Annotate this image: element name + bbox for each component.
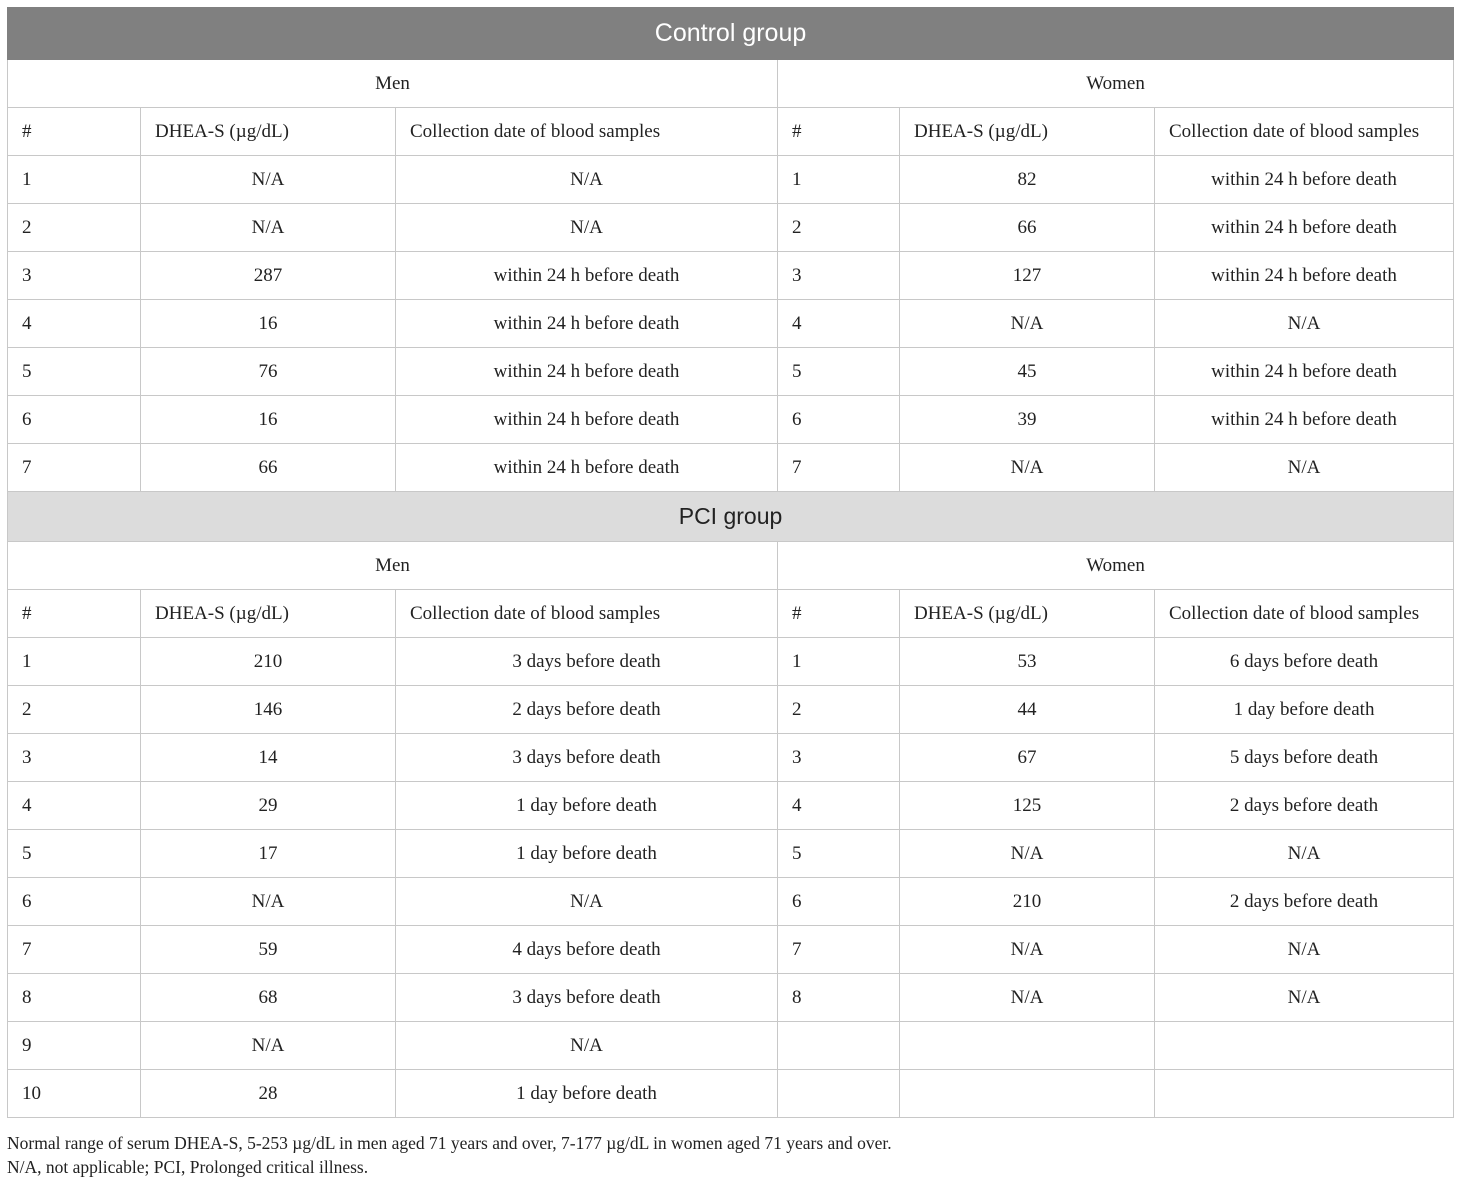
pci-women-dhea-cell: 67 [900, 734, 1155, 782]
pci-women-collection-cell: 6 days before death [1155, 638, 1454, 686]
table-row [8, 252, 1454, 300]
control-women-index-cell: 4 [778, 300, 900, 348]
table-row [8, 1070, 1454, 1118]
pci-men-dhea-cell: 29 [141, 782, 396, 830]
control-men-collection-cell: within 24 h before death [396, 252, 778, 300]
pci-women-index-cell: 6 [778, 878, 900, 926]
table-row [8, 878, 1454, 926]
pci-men-index-cell: 6 [8, 878, 141, 926]
pci-women-index-cell [778, 1070, 900, 1118]
control-men-collection-cell: within 24 h before death [396, 300, 778, 348]
control-group-title: Control group [8, 8, 1454, 60]
control-women-dhea-header: DHEA-S (µg/dL) [900, 108, 1155, 156]
pci-women-dhea-cell: 125 [900, 782, 1155, 830]
control-sex-header-row [8, 60, 1454, 108]
control-men-collection-cell: N/A [396, 156, 778, 204]
control-women-collection-header: Collection date of blood samples [1155, 108, 1454, 156]
table-row [8, 830, 1454, 878]
pci-women-index-cell: 1 [778, 638, 900, 686]
pci-women-collection-cell: N/A [1155, 830, 1454, 878]
control-women-index-cell: 3 [778, 252, 900, 300]
control-women-collection-cell: within 24 h before death [1155, 204, 1454, 252]
pci-men-index-cell: 2 [8, 686, 141, 734]
control-men-collection-header: Collection date of blood samples [396, 108, 778, 156]
footnote-abbreviations: N/A, not applicable; PCI, Prolonged critical illness. [7, 1157, 369, 1177]
control-women-index-cell: 1 [778, 156, 900, 204]
pci-men-dhea-cell: 146 [141, 686, 396, 734]
pci-men-index-cell: 7 [8, 926, 141, 974]
table-row [8, 348, 1454, 396]
pci-women-collection-cell: 2 days before death [1155, 878, 1454, 926]
pci-women-index-cell: 4 [778, 782, 900, 830]
pci-women-collection-cell: 5 days before death [1155, 734, 1454, 782]
control-men-index-cell: 2 [8, 204, 141, 252]
control-group-banner [8, 8, 1454, 60]
table-row [8, 300, 1454, 348]
pci-women-collection-cell: N/A [1155, 974, 1454, 1022]
pci-men-index-cell: 10 [8, 1070, 141, 1118]
pci-women-collection-cell: 1 day before death [1155, 686, 1454, 734]
control-women-dhea-cell: 127 [900, 252, 1155, 300]
table-row [8, 974, 1454, 1022]
control-women-index-cell: 5 [778, 348, 900, 396]
pci-women-index-cell: 2 [778, 686, 900, 734]
pci-column-header-row [8, 590, 1454, 638]
pci-women-collection-header: Collection date of blood samples [1155, 590, 1454, 638]
pci-women-label: Women [778, 542, 1454, 590]
dhea-s-table [7, 7, 1454, 1118]
pci-women-dhea-cell: 44 [900, 686, 1155, 734]
control-women-dhea-cell: 39 [900, 396, 1155, 444]
pci-men-dhea-cell: 14 [141, 734, 396, 782]
pci-women-dhea-cell: 53 [900, 638, 1155, 686]
control-men-label: Men [8, 60, 778, 108]
pci-men-collection-cell: 4 days before death [396, 926, 778, 974]
table-row [8, 396, 1454, 444]
control-men-dhea-cell: 16 [141, 300, 396, 348]
pci-men-dhea-cell: 28 [141, 1070, 396, 1118]
control-men-collection-cell: within 24 h before death [396, 348, 778, 396]
control-men-index-header: # [8, 108, 141, 156]
control-men-index-cell: 4 [8, 300, 141, 348]
control-men-dhea-cell: N/A [141, 156, 396, 204]
table-row [8, 782, 1454, 830]
control-women-collection-cell: within 24 h before death [1155, 252, 1454, 300]
control-men-index-cell: 5 [8, 348, 141, 396]
control-women-label: Women [778, 60, 1454, 108]
pci-men-dhea-header: DHEA-S (µg/dL) [141, 590, 396, 638]
pci-section [8, 492, 1454, 1118]
pci-women-dhea-cell: 210 [900, 878, 1155, 926]
pci-women-dhea-header: DHEA-S (µg/dL) [900, 590, 1155, 638]
control-women-dhea-cell: 66 [900, 204, 1155, 252]
pci-men-collection-cell: 3 days before death [396, 974, 778, 1022]
table-row [8, 734, 1454, 782]
control-men-index-cell: 1 [8, 156, 141, 204]
control-men-collection-cell: within 24 h before death [396, 444, 778, 492]
pci-men-index-cell: 5 [8, 830, 141, 878]
pci-group-title: PCI group [8, 492, 1454, 542]
pci-men-collection-cell: 2 days before death [396, 686, 778, 734]
pci-women-index-header: # [778, 590, 900, 638]
pci-women-index-cell: 7 [778, 926, 900, 974]
control-men-dhea-cell: 76 [141, 348, 396, 396]
table-row [8, 1022, 1454, 1070]
pci-men-collection-cell: 3 days before death [396, 734, 778, 782]
table-row [8, 926, 1454, 974]
control-men-dhea-cell: 16 [141, 396, 396, 444]
control-men-dhea-header: DHEA-S (µg/dL) [141, 108, 396, 156]
pci-women-index-cell [778, 1022, 900, 1070]
table-row [8, 444, 1454, 492]
pci-men-collection-cell: 1 day before death [396, 830, 778, 878]
pci-men-collection-cell: N/A [396, 878, 778, 926]
pci-men-index-header: # [8, 590, 141, 638]
pci-sex-header-row [8, 542, 1454, 590]
control-women-dhea-cell: 82 [900, 156, 1155, 204]
pci-men-collection-cell: 1 day before death [396, 1070, 778, 1118]
pci-women-collection-cell: N/A [1155, 926, 1454, 974]
pci-women-collection-cell: 2 days before death [1155, 782, 1454, 830]
control-women-index-header: # [778, 108, 900, 156]
control-women-index-cell: 6 [778, 396, 900, 444]
table-footnotes [7, 1131, 1453, 1179]
pci-men-dhea-cell: 210 [141, 638, 396, 686]
pci-men-dhea-cell: 59 [141, 926, 396, 974]
table-row [8, 204, 1454, 252]
control-men-index-cell: 3 [8, 252, 141, 300]
pci-women-dhea-cell: N/A [900, 974, 1155, 1022]
control-section [8, 8, 1454, 492]
pci-women-collection-cell [1155, 1022, 1454, 1070]
table-row [8, 156, 1454, 204]
control-column-header-row [8, 108, 1454, 156]
pci-men-dhea-cell: N/A [141, 878, 396, 926]
pci-men-dhea-cell: N/A [141, 1022, 396, 1070]
control-women-index-cell: 7 [778, 444, 900, 492]
control-women-dhea-cell: N/A [900, 444, 1155, 492]
pci-men-index-cell: 1 [8, 638, 141, 686]
pci-women-dhea-cell [900, 1070, 1155, 1118]
pci-women-dhea-cell [900, 1022, 1155, 1070]
pci-group-banner [8, 492, 1454, 542]
pci-women-index-cell: 5 [778, 830, 900, 878]
control-men-dhea-cell: 287 [141, 252, 396, 300]
control-women-index-cell: 2 [778, 204, 900, 252]
pci-men-index-cell: 3 [8, 734, 141, 782]
control-women-collection-cell: N/A [1155, 444, 1454, 492]
control-men-index-cell: 6 [8, 396, 141, 444]
pci-women-dhea-cell: N/A [900, 926, 1155, 974]
pci-men-collection-cell: 1 day before death [396, 782, 778, 830]
control-men-collection-cell: N/A [396, 204, 778, 252]
pci-men-index-cell: 4 [8, 782, 141, 830]
pci-men-index-cell: 8 [8, 974, 141, 1022]
control-women-collection-cell: within 24 h before death [1155, 396, 1454, 444]
pci-men-collection-cell: N/A [396, 1022, 778, 1070]
pci-women-index-cell: 8 [778, 974, 900, 1022]
pci-women-dhea-cell: N/A [900, 830, 1155, 878]
table-row [8, 686, 1454, 734]
control-men-index-cell: 7 [8, 444, 141, 492]
control-women-dhea-cell: 45 [900, 348, 1155, 396]
pci-men-dhea-cell: 17 [141, 830, 396, 878]
pci-men-collection-header: Collection date of blood samples [396, 590, 778, 638]
pci-men-index-cell: 9 [8, 1022, 141, 1070]
control-men-dhea-cell: 66 [141, 444, 396, 492]
pci-men-collection-cell: 3 days before death [396, 638, 778, 686]
control-women-collection-cell: N/A [1155, 300, 1454, 348]
pci-men-dhea-cell: 68 [141, 974, 396, 1022]
footnote-normal-range: Normal range of serum DHEA-S, 5-253 µg/dL in men aged 71 years and over, 7-177 µg/dL in women aged 71 years and over. [7, 1133, 892, 1153]
control-men-dhea-cell: N/A [141, 204, 396, 252]
table-container [7, 7, 1453, 1118]
control-women-dhea-cell: N/A [900, 300, 1155, 348]
control-women-collection-cell: within 24 h before death [1155, 156, 1454, 204]
pci-women-collection-cell [1155, 1070, 1454, 1118]
control-women-collection-cell: within 24 h before death [1155, 348, 1454, 396]
pci-men-label: Men [8, 542, 778, 590]
control-men-collection-cell: within 24 h before death [396, 396, 778, 444]
table-row [8, 638, 1454, 686]
pci-women-index-cell: 3 [778, 734, 900, 782]
